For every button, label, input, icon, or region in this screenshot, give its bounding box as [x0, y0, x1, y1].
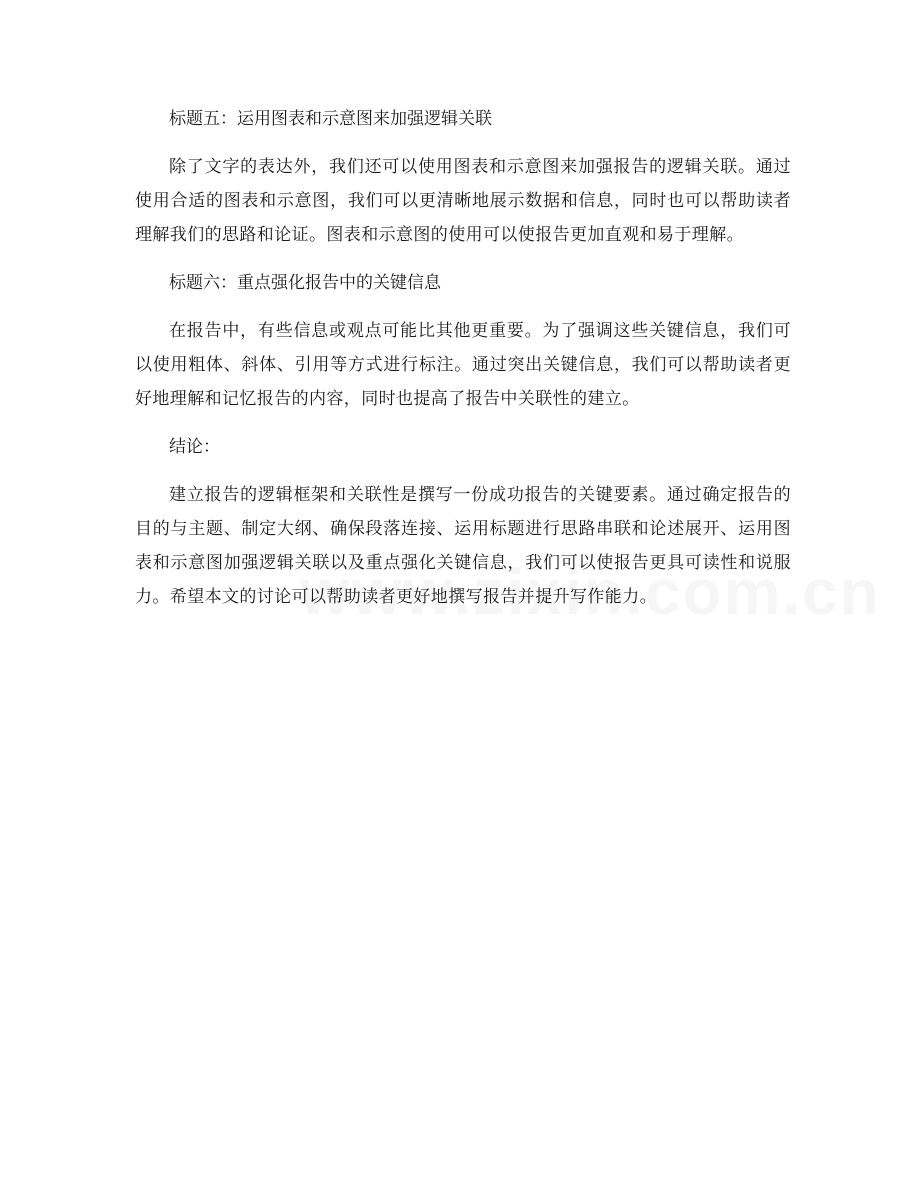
section-heading: 标题五：运用图表和示意图来加强逻辑关联 — [169, 109, 492, 129]
section-heading: 标题六：重点强化报告中的关键信息 — [169, 273, 441, 293]
section-paragraph: 在报告中，有些信息或观点可能比其他更重要。为了强调这些关键信息，我们可以使用粗体、斜体、引用等方式进行标注。通过突出关键信息，我们可以帮助读者更好地理解和记忆报告的内容，同时也提高了报告中关联性的建立。 — [135, 321, 791, 409]
document-body — [135, 102, 791, 628]
conclusion-heading: 结论： — [169, 437, 220, 457]
conclusion-paragraph: 建立报告的逻辑框架和关联性是撰写一份成功报告的关键要素。通过确定报告的目的与主题、制定大纲、确保段落连接、运用标题进行思路串联和论述展开、运用图表和示意图加强逻辑关联以及重点强化关键信息，我们可以使报告更具可读性和说服力。希望本文的讨论可以帮助读者更好地撰写报告并提升写作能力。 — [135, 485, 791, 607]
section-paragraph: 除了文字的表达外，我们还可以使用图表和示意图来加强报告的逻辑关联。通过使用合适的图表和示意图，我们可以更清晰地展示数据和信息，同时也可以帮助读者理解我们的思路和论证。图表和示意图的使用可以使报告更加直观和易于理解。 — [135, 157, 791, 245]
